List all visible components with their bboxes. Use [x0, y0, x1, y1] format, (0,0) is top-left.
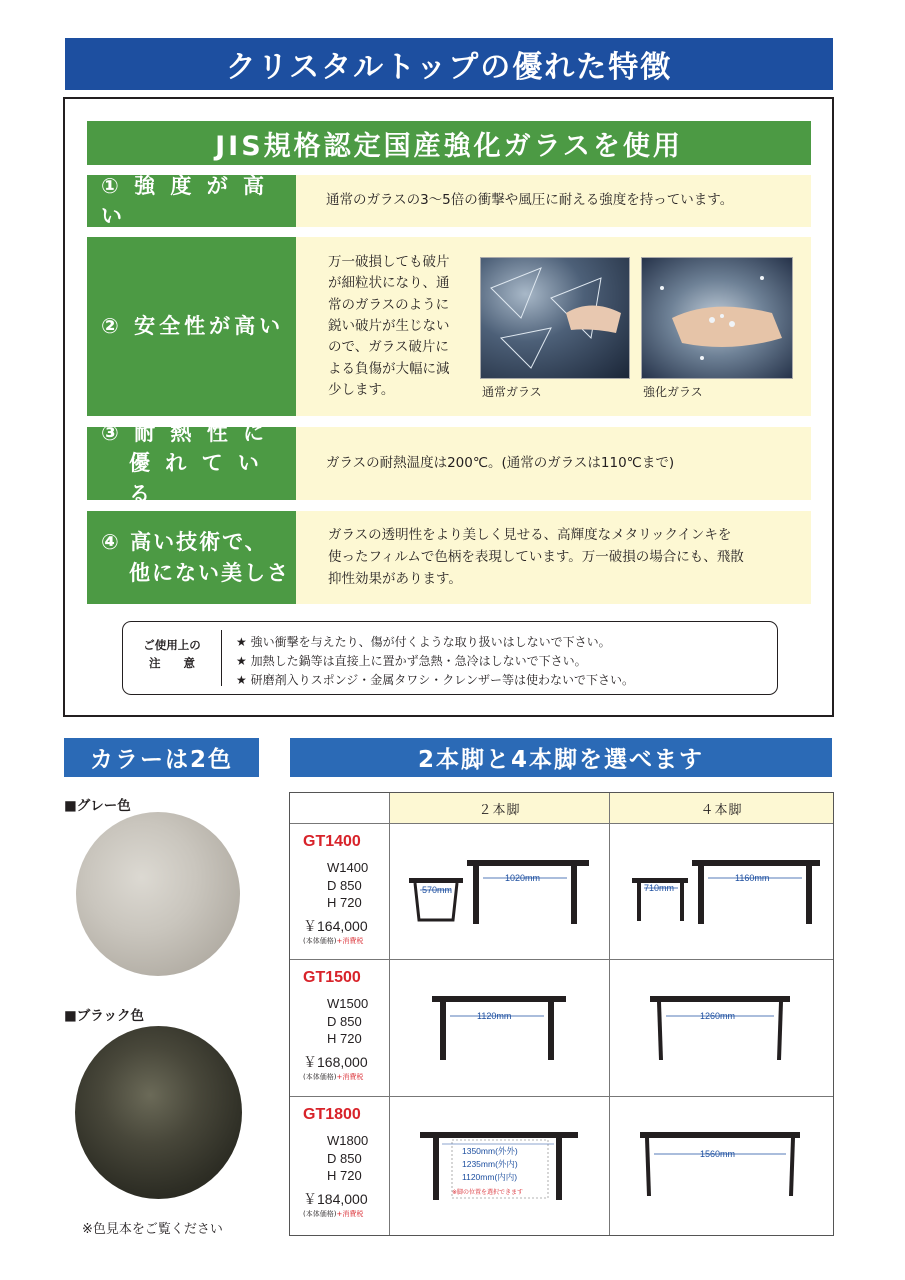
feature-strength-label: ① 強 度 が 高 い [87, 175, 296, 227]
table-divider [290, 959, 833, 960]
price-note [303, 1072, 387, 1082]
price-tax: +消費税 [336, 1072, 364, 1081]
dimension-label: 1350mm(外外) [462, 1146, 518, 1156]
text-line: 常のガラスのように [328, 296, 450, 313]
leg-position-note: ※脚の位置を選択できます [452, 1189, 524, 1196]
table-divider [609, 793, 610, 1235]
text-line: 少します。 [328, 381, 395, 398]
feature-safety-text [328, 252, 478, 401]
dimension-label: 570mm [422, 885, 453, 895]
model-gt1500 [303, 969, 387, 1082]
text-line: よる負傷が大幅に減 [328, 360, 450, 377]
tempered-glass-caption: 強化ガラス [643, 385, 703, 399]
text-line: ガラスの透明性をより美しく見せる、高輝度なメタリックインキを [328, 527, 732, 543]
dim-d: D 850 [327, 877, 362, 893]
dim-d: D 850 [327, 1150, 362, 1166]
granular-glass-image [642, 258, 794, 380]
dim-h: H 720 [327, 1031, 362, 1047]
label-line: 他にない美しさ [129, 560, 290, 585]
text-line: 鋭い破片が生じない [328, 317, 450, 334]
model-code: GT1800 [303, 1106, 361, 1123]
label-line: 優 れ て い る [129, 451, 263, 506]
table-divider [290, 823, 833, 824]
dimension-label: 1120mm(内内) [462, 1172, 518, 1182]
model-code: GT1500 [303, 969, 361, 986]
price-note [303, 1209, 387, 1219]
gt1800-four-leg-diagram [638, 1128, 803, 1203]
legs-heading: 2本脚と4本脚を選べます [290, 738, 832, 777]
gray-color-label: ■グレー色 [64, 798, 131, 814]
caution-divider [221, 630, 222, 686]
price-tax: +消費税 [336, 1209, 364, 1218]
normal-glass-caption: 通常ガラス [482, 385, 542, 399]
caution-item: ★ 強い衝撃を与えたり、傷が付くような取り扱いはしないで下さい。 [236, 635, 611, 649]
dimension-label: 710mm [644, 883, 675, 893]
price-base: (本体価格) [303, 1072, 337, 1081]
dim-w: W1400 [327, 860, 369, 875]
table-divider [290, 1096, 833, 1097]
model-gt1400 [303, 833, 387, 946]
dimension-label: 1260mm [700, 1011, 736, 1021]
header-four-legs: ４本脚 [610, 793, 833, 823]
price: ￥164,000 [303, 917, 368, 934]
broken-glass-image [481, 258, 631, 380]
caution-item: ★ 研磨剤入りスポンジ・金属タワシ・クレンザー等は使わないで下さい。 [236, 673, 634, 687]
dimension-label: 1120mm [477, 1011, 512, 1021]
header-two-legs: ２本脚 [390, 793, 609, 823]
price-base: (本体価格) [303, 936, 337, 945]
feature-heat-label [87, 420, 296, 506]
dimension-label: 1235mm(外内) [462, 1159, 518, 1169]
dim-h: H 720 [327, 895, 362, 911]
gt1500-four-leg-diagram [648, 990, 793, 1065]
gt1500-two-leg-diagram [430, 990, 570, 1065]
label-line: ④ 高い技術で、 [101, 530, 268, 555]
price-tax: +消費税 [336, 936, 364, 945]
model-gt1800 [303, 1106, 387, 1219]
color-note: ※色見本をご覧ください [82, 1222, 223, 1237]
text-line: が細粒状になり、通 [328, 275, 450, 292]
dim-h: H 720 [327, 1168, 362, 1184]
text-line: 万一破損しても破片 [328, 254, 450, 270]
dim-d: D 850 [327, 1013, 362, 1029]
feature-beauty-text [328, 525, 798, 591]
page-title: クリスタルトップの優れた特徴 [65, 38, 833, 90]
text-line: ので、ガラス破片に [328, 339, 449, 356]
gt1400-four-leg-diagram [628, 850, 823, 930]
feature-strength-text: 通常のガラスの3～5倍の衝撃や風圧に耐える強度を持っています。 [296, 175, 811, 227]
text-line: 抑性効果があります。 [328, 570, 462, 587]
text-line: 使ったフィルムで色柄を表現しています。万一破損の場合にも、飛散 [328, 548, 744, 565]
dim-w: W1800 [327, 1133, 369, 1148]
caution-title-line: ご使用上の [143, 638, 201, 652]
feature-beauty-label [87, 511, 296, 604]
table-divider [389, 793, 390, 1235]
price-note [303, 936, 387, 946]
glass-heading: JIS規格認定国産強化ガラスを使用 [87, 121, 811, 165]
black-swatch [75, 1026, 242, 1199]
dim-w: W1500 [327, 996, 369, 1011]
caution-title-line: 注 意 [149, 656, 195, 671]
model-dims [303, 859, 387, 912]
gray-swatch [76, 812, 240, 976]
caution-title [128, 636, 216, 673]
gt1400-two-leg-diagram [405, 850, 595, 930]
price: ￥184,000 [303, 1190, 368, 1207]
colors-heading: カラーは2色 [64, 738, 259, 777]
label-line: ③ 耐 熱 性 に [101, 420, 269, 445]
model-dims [303, 995, 387, 1048]
feature-heat-text: ガラスの耐熱温度は200℃。(通常のガラスは110℃まで) [296, 427, 811, 500]
model-code: GT1400 [303, 833, 361, 850]
dimension-label: 1560mm [700, 1149, 736, 1159]
dimension-label: 1020mm [505, 873, 541, 883]
price-base: (本体価格) [303, 1209, 337, 1218]
caution-item: ★ 加熱した鍋等は直接上に置かず急熱・急冷はしないで下さい。 [236, 654, 587, 668]
normal-glass-photo [480, 257, 630, 379]
black-color-label: ■ブラック色 [64, 1008, 144, 1024]
price: ￥168,000 [303, 1053, 368, 1070]
tempered-glass-photo [641, 257, 793, 379]
gt1800-two-leg-diagram [418, 1128, 580, 1208]
model-dims [303, 1132, 387, 1185]
feature-safety-label: ② 安全性が高い [87, 237, 296, 416]
dimension-label: 1160mm [735, 873, 770, 883]
